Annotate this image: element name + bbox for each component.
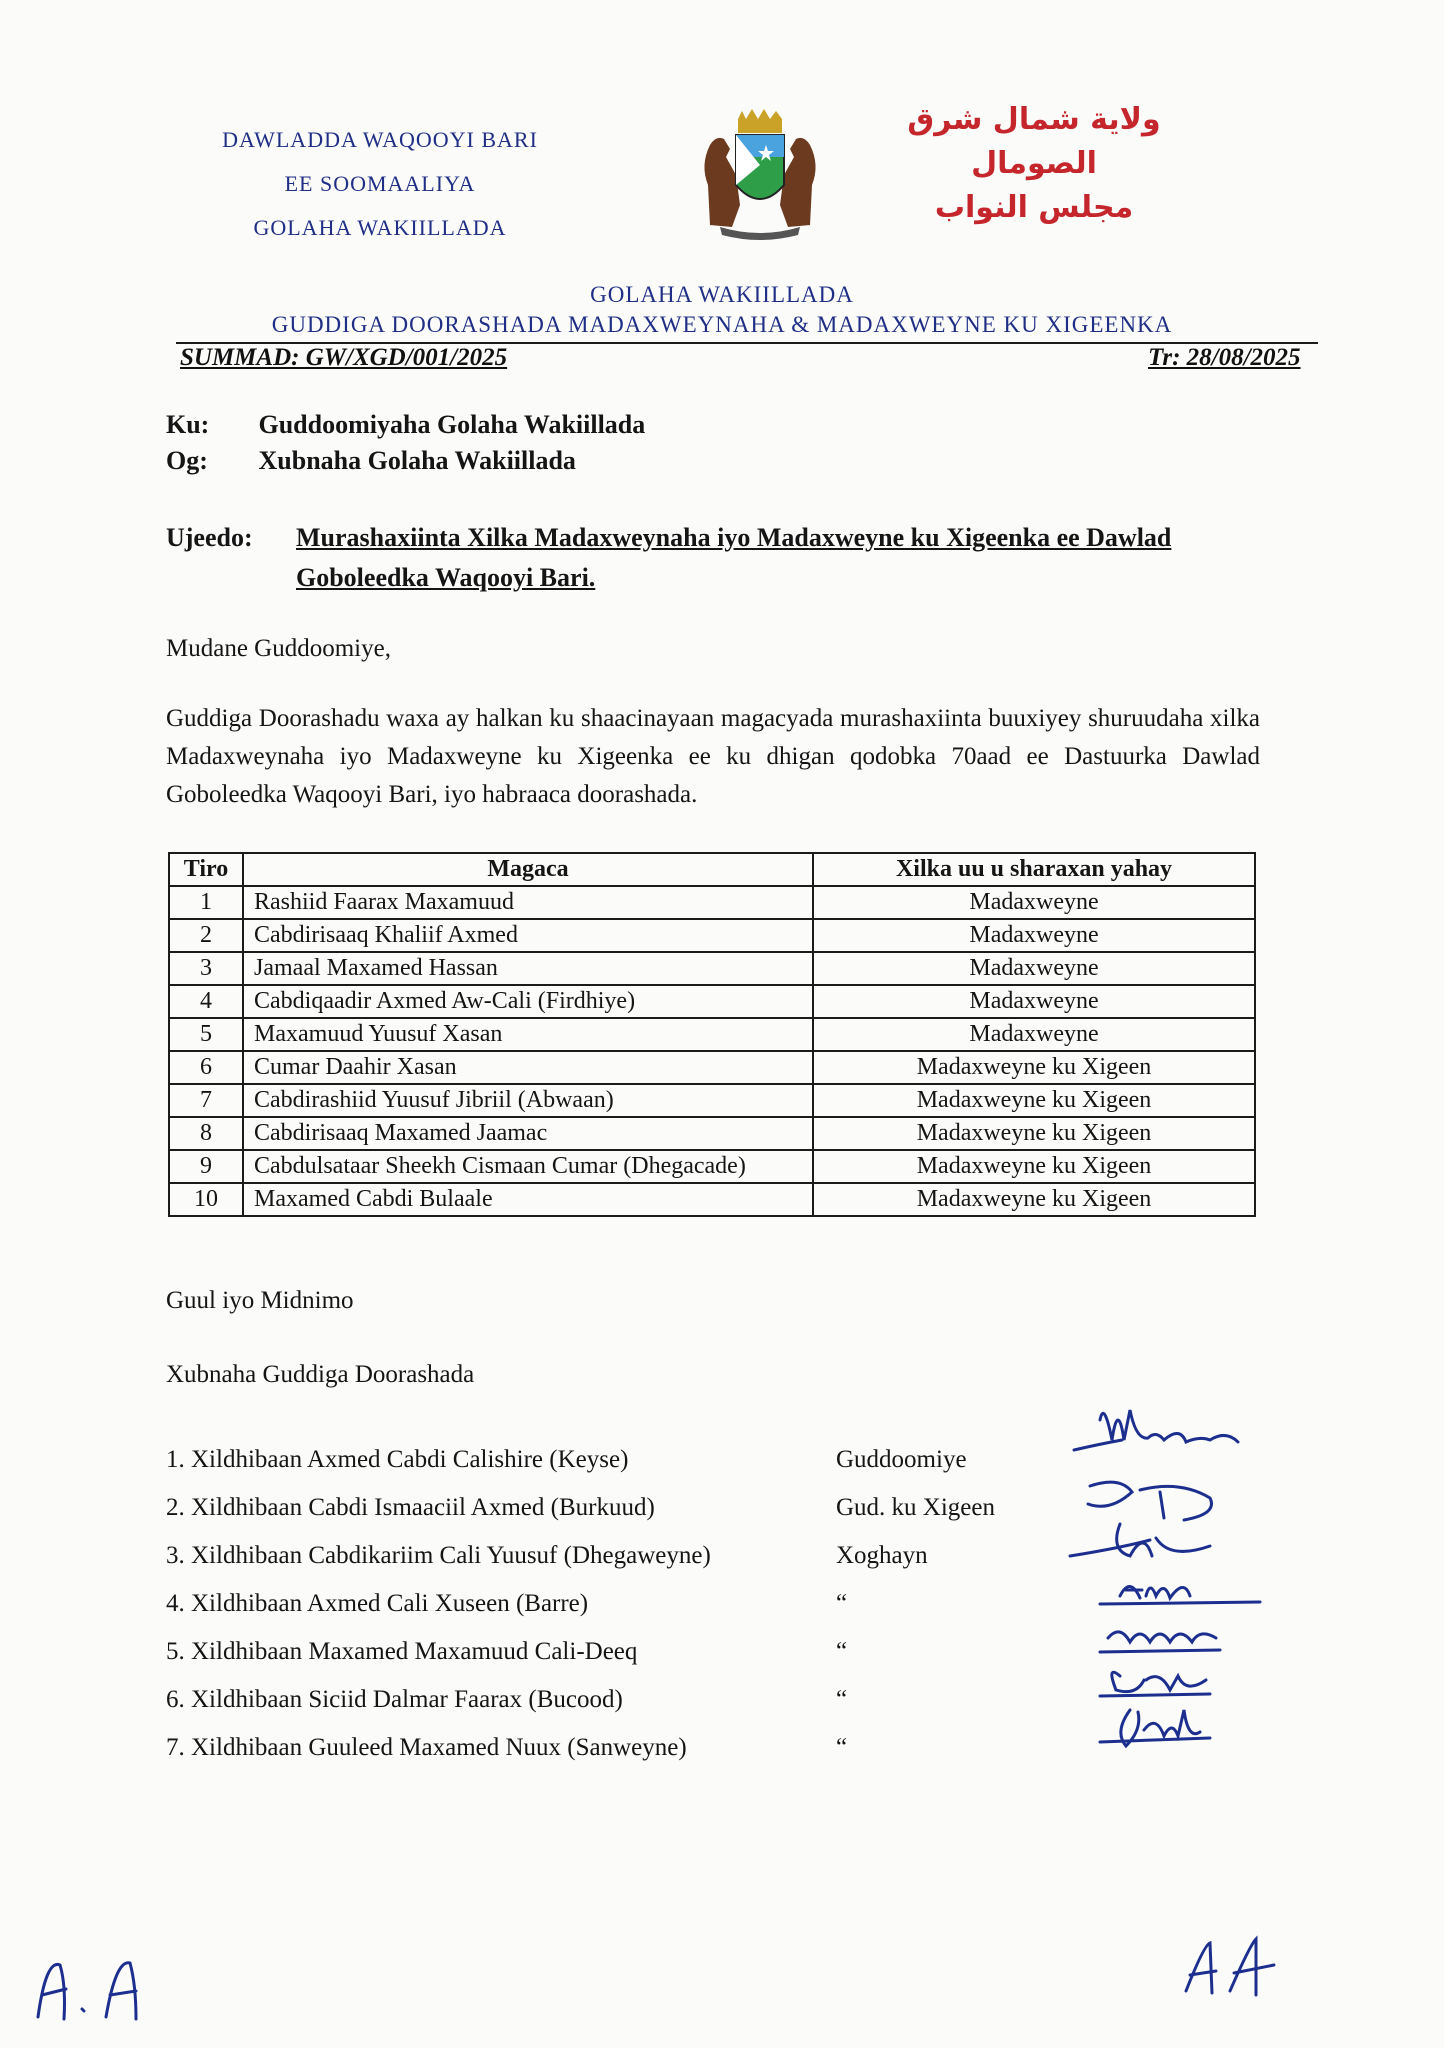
addressee-cc [166,446,576,476]
table-header-row [169,853,1255,886]
initials-right [1180,1925,1290,2005]
candidate-name: Cabdirisaaq Maxamed Jaamac [243,1117,813,1150]
letterhead-arabic [884,98,1184,230]
salutation: Mudane Guddoomiye, [166,635,391,662]
members-heading: Xubnaha Guddiga Doorashada [166,1361,475,1388]
row-number: 8 [169,1117,243,1150]
candidate-position: Madaxweyne ku Xigeen [813,1183,1255,1216]
letterhead-line-3: GOLAHA WAKIILLADA [253,215,507,240]
candidate-name: Rashiid Faarax Maxamuud [243,886,813,919]
candidate-name: Cabdiqaadir Axmed Aw-Cali (Firdhiye) [243,985,813,1018]
candidate-position: Madaxweyne [813,952,1255,985]
signature-1 [1074,1410,1238,1450]
table-row [169,985,1255,1018]
table-row [169,1117,1255,1150]
candidate-name: Cumar Daahir Xasan [243,1051,813,1084]
row-number: 3 [169,952,243,985]
table-row [169,1018,1255,1051]
table-row [169,1183,1255,1216]
addressee-to [166,410,645,440]
subject-line-2: Goboleedka Waqooyi Bari. [296,563,596,592]
row-number: 7 [169,1084,243,1117]
candidate-name: Jamaal Maxamed Hassan [243,952,813,985]
letterhead-arabic-line-3: مجلس النواب [934,190,1134,225]
letterhead-arabic-line-2: الصومال [971,146,1097,181]
list-item [166,1686,1066,1734]
candidate-name: Cabdirashiid Yuusuf Jibriil (Abwaan) [243,1084,813,1117]
candidate-position: Madaxweyne [813,985,1255,1018]
table-row [169,1150,1255,1183]
candidate-position: Madaxweyne ku Xigeen [813,1084,1255,1117]
list-item [166,1542,1066,1590]
member-role: Gud. ku Xigeen [836,1494,995,1521]
member-name: 3. Xildhibaan Cabdikariim Cali Yuusuf (Dhegaweyne) [166,1542,711,1569]
candidate-name: Cabdirisaaq Khaliif Axmed [243,919,813,952]
table-row [169,1051,1255,1084]
row-number: 2 [169,919,243,952]
list-item [166,1638,1066,1686]
letterhead-arabic-line-1: ولاية شمال شرق [907,102,1161,137]
to-label: Ku: [166,410,210,439]
member-name: 7. Xildhibaan Guuleed Maxamed Nuux (Sanweyne) [166,1734,687,1761]
member-role: “ [836,1638,848,1665]
candidate-position: Madaxweyne ku Xigeen [813,1117,1255,1150]
initials-left [30,1945,160,2025]
letterhead-line-2: EE SOOMAALIYA [284,171,476,196]
committee-title: GOLAHA WAKIILLADA [590,282,854,307]
row-number: 9 [169,1150,243,1183]
candidate-position: Madaxweyne ku Xigeen [813,1150,1255,1183]
candidate-name: Maxamed Cabdi Bulaale [243,1183,813,1216]
member-role: Xoghayn [836,1542,928,1569]
row-number: 10 [169,1183,243,1216]
signature-7 [1100,1710,1210,1746]
to-value: Guddoomiyaha Golaha Wakiillada [258,410,646,439]
header-magaca: Magaca [243,853,813,886]
candidate-position: Madaxweyne [813,1018,1255,1051]
committee-subtitle: GUDDIGA DOORASHADA MADAXWEYNAHA & MADAXWEYNE KU XIGEENKA [271,312,1173,337]
cc-value: Xubnaha Golaha Wakiillada [258,446,576,475]
table-row [169,952,1255,985]
row-number: 4 [169,985,243,1018]
closing: Guul iyo Midnimo [166,1287,354,1314]
header-xilka: Xilka uu u sharaxan yahay [813,853,1255,886]
table-row [169,919,1255,952]
member-role: Guddoomiye [836,1446,967,1473]
list-item [166,1734,1066,1782]
member-name: 2. Xildhibaan Cabdi Ismaaciil Axmed (Burkuud) [166,1494,655,1521]
body-paragraph: Guddiga Doorashadu waxa ay halkan ku shaacinayaan magacyada murashaxiinta buuxiyey shuruudaha xilka Madaxweynaha iyo Madaxweyne ku Xigeenka ee ku dhigan qodobka 70aad ee Dastuurka Dawlad Goboleedka Waqooyi Bari, iyo habraaca doorashada. [166,705,1260,808]
signatures-column [1060,1380,1280,1760]
subject-text [296,518,1296,598]
member-name: 5. Xildhibaan Maxamed Maxamuud Cali-Deeq [166,1638,638,1665]
list-item [166,1446,1066,1494]
subject-line-1: Murashaxiinta Xilka Madaxweynaha iyo Madaxweyne ku Xigeenka ee Dawlad [296,523,1172,552]
member-name: 1. Xildhibaan Axmed Cabdi Calishire (Keyse) [166,1446,629,1473]
header-tiro: Tiro [169,853,243,886]
signature-2 [1088,1482,1212,1520]
member-role: “ [836,1686,848,1713]
members-list [166,1446,1066,1782]
candidate-name: Cabdulsataar Sheekh Cismaan Cumar (Dhegacade) [243,1150,813,1183]
coat-of-arms-icon [680,105,840,245]
reference-number: SUMMAD: GW/XGD/001/2025 [180,344,508,371]
signature-5 [1100,1632,1220,1652]
signature-3 [1070,1524,1210,1556]
list-item [166,1590,1066,1638]
candidates-table [168,852,1256,1217]
letterhead-line-1: DAWLADDA WAQOOYI BARI [222,127,538,152]
table-row [169,1084,1255,1117]
member-role: “ [836,1590,848,1617]
candidate-name: Maxamuud Yuusuf Xasan [243,1018,813,1051]
candidate-position: Madaxweyne ku Xigeen [813,1051,1255,1084]
list-item [166,1494,1066,1542]
row-number: 1 [169,886,243,919]
member-name: 6. Xildhibaan Siciid Dalmar Faarax (Bucood) [166,1686,623,1713]
row-number: 6 [169,1051,243,1084]
member-role: “ [836,1734,848,1761]
candidate-position: Madaxweyne [813,886,1255,919]
cc-label: Og: [166,446,208,475]
member-name: 4. Xildhibaan Axmed Cali Xuseen (Barre) [166,1590,589,1617]
reference-date: Tr: 28/08/2025 [1148,344,1301,371]
letterhead-somali [180,118,580,250]
candidate-position: Madaxweyne [813,919,1255,952]
signature-4 [1100,1586,1260,1604]
signature-6 [1100,1672,1210,1696]
row-number: 5 [169,1018,243,1051]
subject-label: Ujeedo: [166,523,253,552]
table-row [169,886,1255,919]
